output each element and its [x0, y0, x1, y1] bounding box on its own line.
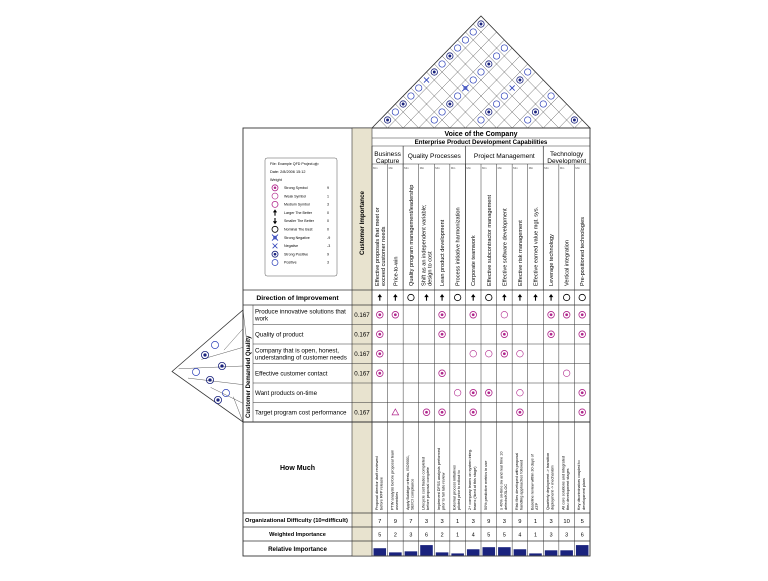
weighted-value: 6: [425, 532, 428, 539]
legend-item-label: Weak Symbol: [284, 194, 307, 199]
relationship-strong-icon: [439, 370, 446, 377]
left-wing-triangle: [172, 310, 243, 422]
how-much-target: Proposal director draft reviewed: [374, 456, 379, 510]
direction-target-icon: [579, 294, 585, 300]
customer-importance-value: 0.167: [354, 331, 370, 339]
how-much-target: Key discriminators coupled to: [577, 460, 582, 510]
direction-up-icon: [424, 294, 428, 301]
weighted-value: 6: [580, 532, 584, 539]
how-much-target: Risk files developed with proposal: [514, 452, 519, 510]
relationship-strong-icon: [376, 311, 383, 318]
column-minmax-label: Min: [482, 166, 487, 170]
how-much-label: How Much: [280, 465, 315, 472]
difficulty-value: 3: [424, 519, 429, 525]
legend-item-weight: 0: [327, 210, 329, 215]
column-label: Pre-positioned technologies: [580, 216, 587, 286]
column-label: Vertical integration: [564, 239, 571, 286]
relationship-weak-icon: [563, 370, 570, 377]
customer-importance-label: Customer Importance: [359, 191, 366, 255]
column-label: Lean product development: [440, 219, 447, 286]
legend-item-label: Medium Symbol: [284, 202, 310, 207]
column-label: Quality program management/leadership: [408, 184, 415, 286]
relative-importance-bar: [483, 547, 496, 555]
difficulty-value: 5: [580, 519, 584, 525]
customer-requirement-label: Quality of product: [255, 331, 304, 339]
how-much-target: Implement DFSS analysis performed: [437, 447, 442, 510]
direction-up-icon: [549, 294, 553, 301]
relationship-strong-icon: [563, 311, 570, 318]
relative-importance-label: Relative Importance: [268, 546, 327, 553]
how-much-target: deployment -> mechanism: [550, 465, 555, 510]
relative-importance-bar: [545, 550, 558, 555]
how-much-target: Quarterly deployment -> transition: [546, 452, 551, 510]
group-label: Project Management: [473, 153, 535, 160]
column-minmax-label: Min: [575, 166, 580, 170]
weighted-value: 3: [409, 532, 413, 539]
relationship-weak-icon: [517, 350, 524, 357]
customer-requirement-label: Produce innovative solutions that: [255, 308, 346, 316]
relationship-strong-icon: [392, 311, 399, 318]
column-label: Effective proposals that meet or: [374, 207, 381, 286]
weighted-value: 1: [456, 532, 460, 539]
column-minmax-label: Min: [435, 166, 440, 170]
weighted-value: 4: [518, 532, 522, 539]
weighted-value: 2: [393, 532, 397, 539]
how-much-target: assembles: [394, 491, 399, 510]
relationship-strong-icon: [423, 409, 430, 416]
weighted-importance-label: Weighted Importance: [269, 532, 326, 538]
customer-importance-value: 0.167: [354, 311, 370, 319]
capabilities-title: Enterprise Product Development Capabilities: [414, 139, 548, 146]
relationship-strong-icon: [579, 409, 586, 416]
relationship-weak-triangle-icon: [392, 409, 399, 415]
direction-up-icon: [440, 294, 444, 301]
relationship-weak-icon: [470, 350, 477, 357]
difficulty-value: 3: [471, 519, 475, 525]
legend-item-label: Negative: [284, 244, 299, 249]
legend-weight-header: Weight: [270, 178, 282, 182]
relationship-strong-icon: [376, 350, 383, 357]
relationship-weak-icon: [485, 350, 492, 357]
direction-target-icon: [486, 294, 492, 300]
column-label: design to cost: [427, 251, 434, 286]
legend-file: File: Example QFD Project.qfp: [270, 162, 319, 166]
legend-item-label: Larger The Better: [284, 210, 313, 215]
how-much-target: before proposal complete: [426, 467, 431, 510]
how-much-target: External process initiatives: [452, 465, 457, 510]
relationship-strong-icon: [548, 311, 555, 318]
customer-importance-value: 0.167: [354, 409, 370, 417]
how-much-target: piloted prior to rollout to: [457, 470, 462, 510]
legend-item-weight: -9: [327, 235, 331, 240]
difficulty-value: 3: [502, 519, 506, 525]
relationship-strong-icon: [376, 370, 383, 377]
relative-importance-bar: [467, 549, 480, 555]
difficulty-value: 7: [378, 519, 382, 525]
direction-target-icon: [563, 294, 569, 300]
weighted-value: 4: [471, 532, 475, 539]
column-label: Effective risk management: [517, 220, 524, 286]
customer-importance-value: 0.167: [354, 350, 370, 358]
relationship-strong-icon: [517, 409, 524, 416]
relationship-strong-icon: [548, 331, 555, 338]
direction-up-icon: [471, 294, 475, 301]
group-label: Technology: [549, 151, 584, 158]
how-much-target: handling approaches followed: [519, 459, 524, 510]
column-label: Corporate teamwork: [471, 235, 478, 286]
group-label: Quality Processes: [407, 153, 461, 160]
relationship-strong-icon: [579, 331, 586, 338]
direction-target-icon: [454, 294, 460, 300]
relationship-strong-icon: [579, 389, 586, 396]
how-much-target: prior to full rate review: [441, 472, 446, 510]
relative-importance-bar: [576, 545, 589, 555]
how-much-target: thru development stages: [566, 468, 571, 510]
relationship-strong-icon: [439, 331, 446, 338]
how-much-target: teams (fixed at this stage): [472, 466, 477, 510]
weighted-value: 5: [378, 532, 382, 539]
column-label: Effective software development: [502, 208, 509, 286]
direction-up-icon: [393, 294, 397, 301]
how-much-target: Lifecycle cost trades completed: [421, 457, 426, 510]
customer-demanded-quality-label: Customer Demanded Quality: [246, 335, 252, 418]
relationship-weak-icon: [454, 389, 461, 396]
customer-requirement-label: understanding of customer needs: [255, 354, 347, 362]
relative-importance-bar: [389, 552, 402, 555]
column-minmax-label: Min: [559, 166, 565, 170]
direction-of-improvement-label: Direction of Improvement: [256, 295, 339, 302]
legend-item-weight: -3: [327, 244, 331, 249]
weighted-value: 5: [487, 532, 491, 539]
difficulty-value: 9: [393, 519, 397, 525]
weighted-value: 1: [534, 532, 537, 539]
legend-item-weight: 3: [327, 202, 329, 207]
difficulty-value: 9: [518, 519, 522, 525]
how-much-target: SEI/CI compliance: [410, 478, 415, 510]
legend-item-weight: 3: [327, 260, 329, 265]
voice-of-company-title: Voice of the Company: [444, 131, 518, 138]
relationship-strong-icon: [470, 389, 477, 396]
direction-up-icon: [502, 294, 506, 301]
relative-importance-bar: [420, 545, 433, 555]
how-much-target: Apply Baldrige criteria, ISO9001,: [405, 454, 410, 510]
relationship-weak-icon: [501, 311, 508, 318]
how-much-target: ≥ 40% on-time sw and real time 10: [499, 451, 504, 510]
how-much-target: ATP: [535, 502, 540, 510]
difficulty-value: 1: [533, 519, 538, 525]
difficulty-value: 3: [549, 519, 553, 525]
how-much-target: Baseline review within 30 days of: [530, 454, 535, 510]
direction-target-icon: [408, 294, 414, 300]
legend-item-label: Nominal The Best: [284, 227, 313, 232]
how-much-target: before RFP release: [379, 477, 384, 510]
legend-item-label: Smaller The Better: [284, 219, 314, 224]
group-label: Capture: [375, 158, 400, 165]
difficulty-value: 3: [440, 519, 444, 525]
relationship-strong-icon: [470, 311, 477, 318]
weighted-value: 2: [440, 532, 444, 539]
difficulty-value: 10: [563, 519, 570, 525]
relationship-strong-icon: [439, 311, 446, 318]
difficulty-value: 9: [487, 519, 491, 525]
relative-importance-bar: [560, 550, 573, 555]
difficulty-value: 7: [409, 519, 413, 525]
column-label: Leverage technology: [549, 234, 556, 286]
relationship-strong-icon: [579, 311, 586, 318]
column-label: Shift as an independent variable;: [421, 204, 428, 286]
column-minmax-label: Min: [544, 166, 549, 170]
column-minmax-label: Min: [513, 166, 518, 170]
legend-date: Date: 2/8/2006 15:12: [270, 170, 306, 174]
column-minmax-label: Min: [388, 166, 394, 170]
legend-item-weight: 0: [327, 227, 329, 232]
relationship-strong-icon: [376, 331, 383, 338]
relative-importance-bar: [374, 548, 387, 555]
customer-requirement-label: Want products on-time: [255, 389, 318, 397]
customer-requirement-label: Target program cost performance: [255, 409, 347, 417]
legend-item-label: Strong Positive: [284, 252, 309, 257]
column-minmax-label: Min: [373, 166, 378, 170]
column-minmax-label: Min: [419, 166, 425, 170]
customer-requirement-label: work: [255, 315, 269, 323]
relationship-strong-icon: [501, 331, 508, 338]
relationship-strong-icon: [470, 409, 477, 416]
relationship-weak-icon: [517, 389, 524, 396]
how-much-target: defects/KSLOC: [503, 483, 508, 510]
relative-importance-bar: [451, 553, 464, 555]
legend-item-weight: 1: [327, 194, 329, 199]
column-label: Effective subcontractor management: [486, 195, 493, 286]
relative-importance-bar: [529, 553, 542, 555]
relationship-strong-icon: [485, 389, 492, 396]
customer-requirement-label: Company that is open, honest,: [255, 347, 339, 355]
how-much-target: All core solutions and integrated: [561, 455, 566, 510]
customer-requirement-label: Effective customer contact: [255, 370, 328, 378]
roof-triangle: [372, 16, 590, 128]
column-label: Price-to-win: [393, 256, 400, 286]
legend-item-weight: 9: [327, 186, 329, 190]
relative-importance-bar: [514, 549, 527, 555]
column-minmax-label: Min: [450, 166, 456, 170]
difficulty-value: 1: [456, 519, 460, 525]
weighted-value: 5: [502, 532, 506, 539]
column-minmax-label: Min: [404, 166, 409, 170]
relative-importance-bar: [436, 552, 449, 555]
legend-item-weight: 0: [327, 219, 329, 224]
column-label: Process initiative harmonization: [455, 207, 462, 286]
column-label: Effective earned value mgt. sys.: [533, 206, 540, 286]
column-minmax-label: Min: [466, 166, 471, 170]
column-label: exceed customer needs: [380, 226, 387, 286]
direction-up-icon: [533, 294, 537, 301]
customer-importance-value: 0.167: [354, 370, 370, 378]
group-label: Development: [547, 158, 587, 165]
direction-up-icon: [518, 294, 522, 301]
relative-importance-bar: [405, 551, 418, 555]
organizational-difficulty-label: Organizational Difficulty (10=difficult): [245, 518, 348, 524]
legend-box: [265, 158, 337, 276]
weighted-value: 3: [565, 532, 569, 539]
how-much-target: development plans: [581, 478, 586, 510]
legend-item-weight: 9: [327, 252, 329, 257]
how-much-target: 2+ company teams on system integ.: [468, 449, 473, 510]
weighted-value: 3: [549, 532, 553, 539]
legend-item-label: Strong Negative: [284, 235, 310, 240]
relationship-strong-icon: [439, 409, 446, 416]
relationship-strong-icon: [501, 350, 508, 357]
direction-up-icon: [378, 294, 382, 301]
column-minmax-label: Min: [497, 166, 503, 170]
legend-item-label: Strong Symbol: [284, 186, 308, 190]
how-much-target: 50% predictive metrics in use: [483, 460, 488, 510]
group-label: Business: [374, 151, 401, 158]
how-much-target: PTW analysis before proposal team: [390, 449, 395, 510]
legend-item-label: Positive: [284, 260, 297, 265]
relative-importance-bar: [498, 547, 511, 555]
column-minmax-label: Min: [528, 166, 534, 170]
